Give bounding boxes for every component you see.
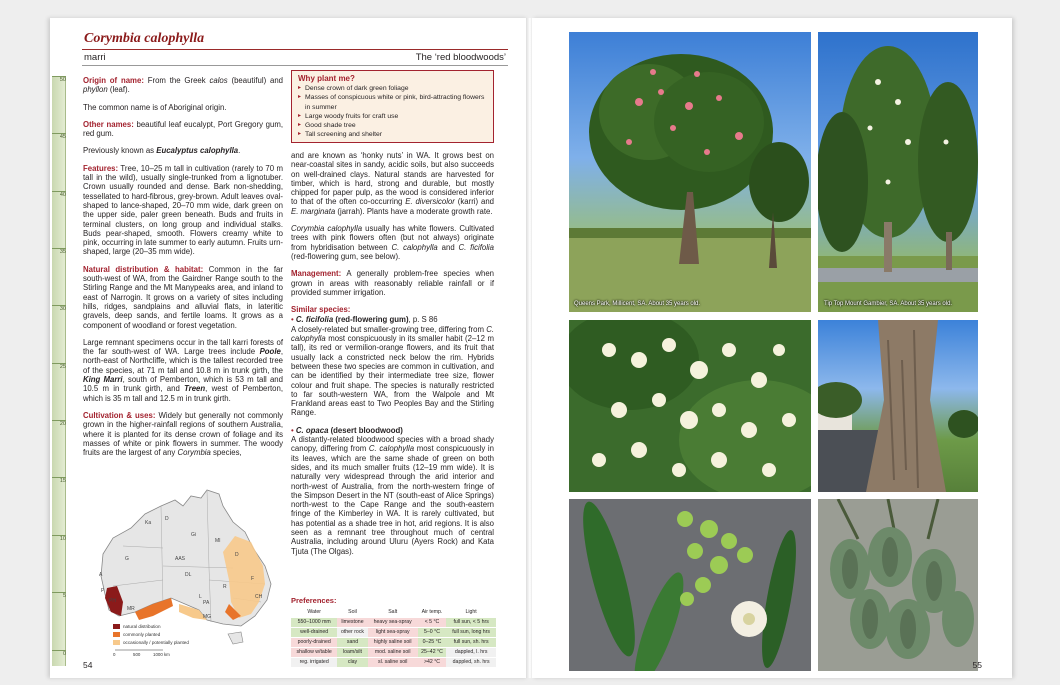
region-label: D: [235, 552, 239, 558]
page-number-right: 55: [972, 660, 982, 670]
region-label: AAS: [175, 556, 186, 562]
ruler-tick: 25: [52, 363, 66, 370]
scale-label: 500: [133, 652, 141, 656]
region-label: R: [223, 584, 227, 590]
region-label: PA: [203, 600, 210, 606]
pref-cell: limestone: [337, 617, 367, 627]
cultivation-heading: Cultivation & uses:: [83, 410, 156, 420]
text: and are known as ‘honky nuts’ in WA. It grows best on near-coastal sites in sandy, acidic soils, but also succeeds on well-drained clays. Natural stands are harvested for timber, which is hard, strong and durable, but mostly chipped for paper pulp, as the wood is considered inferior to that of the often co-occurring: [291, 151, 494, 207]
pref-cell: full sun, < 5 hrs: [446, 617, 496, 627]
management-paragraph: [291, 269, 494, 297]
pref-cell: 25–42 °C: [418, 647, 447, 657]
region-label: L: [199, 594, 202, 600]
why-plant-me-box: [291, 70, 494, 143]
honky-nuts-paragraph: [291, 151, 494, 216]
text: (jarrah). Plants have a moderate growth rate.: [335, 206, 493, 216]
text: (karri) and: [454, 197, 494, 207]
similar-heading-paragraph: [291, 305, 494, 314]
legend-label: commonly planted: [123, 632, 161, 637]
similar-1-text: [291, 325, 494, 418]
other-names-heading: Other names:: [83, 119, 134, 129]
legend-label: occasionally / potentially planted: [123, 640, 189, 645]
cultivation-paragraph: [83, 411, 283, 457]
pref-header: Soil: [337, 607, 367, 617]
text: calos: [209, 76, 228, 85]
preferences-title: Preferences:: [291, 596, 337, 605]
ruler-tick: 35: [52, 248, 66, 255]
pref-cell: sand: [337, 637, 367, 647]
region-label: D: [165, 516, 169, 522]
photo-caption-2: Tip Top Mount Gambier, SA. About 35 years old.: [824, 301, 953, 307]
other-names-paragraph: [83, 120, 283, 139]
ruler-tick: 0: [52, 650, 66, 657]
legend-swatch-natural: [113, 624, 120, 629]
pref-cell: light sea-spray: [368, 627, 418, 637]
previous-name-paragraph: [83, 146, 283, 155]
text: beautiful leaf eucalypt, Port Gregory gum, red gum.: [83, 119, 283, 139]
text: most conspicuously in its smaller habit (2–12 m tall), its red or vermilion-orange flowers, and its fruit that usually lack a constricted neck below the rim. Hybrids between these two species are common in cultivation, and can be identified by their intermediate tree size, flower colour and fruit shape. The species is naturally restricted to far south-western WA, from the Walpole and Mt Frankland areas east to Two Peoples Bay and the Stirling Range.: [291, 334, 494, 418]
flower-colour-paragraph: [291, 224, 494, 261]
text: , south of Pemberton, which is 53 m tall and 10.5 m in trunk girth, and: [83, 375, 283, 394]
text: (desert bloodwood): [328, 425, 403, 435]
pref-cell: other rock: [337, 627, 367, 637]
trunk-illustration: [818, 320, 978, 492]
pref-cell: highly saline soil: [368, 637, 418, 647]
species-group: The ‘red bloodwoods’: [415, 52, 506, 63]
aboriginal-paragraph: The common name is of Aboriginal origin.: [83, 102, 227, 112]
features-paragraph: [83, 164, 283, 257]
legend-label: natural distribution: [123, 624, 161, 629]
photo-green-fruits: [569, 499, 811, 671]
region-label: DL: [185, 572, 192, 578]
fruits-illustration: [569, 499, 811, 671]
why-item: ▸ Good shade tree: [298, 121, 487, 130]
pref-header: Air temp.: [418, 607, 447, 617]
pref-header: Salt: [368, 607, 418, 617]
preferences-table: [291, 596, 496, 668]
page-number-left: 54: [83, 660, 93, 670]
text: phyllon: [83, 85, 108, 95]
text: usually has white flowers. Cultivated trees with pink flowers often (but not always) originate from hybridisation between: [291, 224, 494, 252]
text: Widely but generally not commonly grown in the higher-rainfall regions of southern Australia, where it is planted for its dense crown of foliage and its masses of white or pink flowers in summer. The woody fruits are the largest of any: [83, 410, 283, 458]
left-page: [50, 18, 528, 678]
pref-cell: 550–1000 mm: [291, 617, 337, 627]
preferences-row: [291, 617, 496, 627]
text: (leaf).: [107, 85, 130, 95]
trees-illustration: [818, 32, 978, 312]
why-item: ▸ Large woody fruits for craft use: [298, 112, 487, 121]
text: C. ficifolia: [295, 315, 334, 325]
text: E. diversicolor: [405, 197, 455, 207]
preferences-row: [291, 637, 496, 647]
pref-header: Light: [446, 607, 496, 617]
common-name: marri: [84, 52, 106, 63]
region-label: CH: [255, 594, 263, 600]
ruler-tick: 10: [52, 535, 66, 542]
region-label: F: [251, 576, 255, 582]
ruler-tick: 50: [52, 76, 66, 83]
pref-cell: reg. irrigated: [291, 657, 337, 667]
text: species,: [210, 448, 242, 458]
text: , p. S 86: [408, 315, 438, 325]
similar-2-title: • C. opaca (desert bloodwood): [291, 425, 403, 435]
scale-label: 0: [113, 652, 116, 656]
origin-paragraph: [83, 76, 283, 95]
text: Poole: [259, 347, 281, 357]
pref-cell: dappled, l. hrs: [446, 647, 496, 657]
pref-cell: 0–25 °C: [418, 637, 447, 647]
text: and: [437, 242, 459, 252]
origin-heading: Origin of name:: [83, 76, 144, 85]
pref-cell: shallow w/table: [291, 647, 337, 657]
tree-illustration: [569, 32, 811, 312]
remnant-paragraph: [83, 338, 283, 403]
flowers-illustration: [569, 320, 811, 492]
region-label: A: [99, 572, 103, 578]
text: most conspicuously in its leaves, which are the same shade of green on both sides, and its much smaller fruits (12–19 mm wide). It is naturally very widespread through the arid interior and north-west of Australia, from the north-western fringe of the Simpson Desert in the NT (south-east of Alice Springs) north-west to the Cape Range and the south-eastern fringe of the Kimberley in WA. It is rarely cultivated, but has potential as a shade tree in hot, arid regions. It is also seen as a remnant tree throughout much of central Australia, including around Uluru (Ayers Rock) and Kata Tjuta (The Olgas).: [291, 444, 494, 556]
preferences-row: [291, 647, 496, 657]
text: Common in the far south-west of WA, from the Gairdner Range south to the Stirling Range and the Mt Manypeaks area, and inland to east of Narrogin. It grows on a variety of sites including hills, ridges, sandplains and alluvial flats, in lateritic gravels, deep sands, and fertile loams. It grows as a component of woodland or forest vegetation.: [83, 264, 283, 330]
photo-caption-1: Queens Park, Millicent, SA. About 35 years old.: [574, 301, 701, 307]
ruler-tick: 20: [52, 420, 66, 427]
pref-cell: >42 °C: [418, 657, 447, 667]
pref-cell: sl. saline soil: [368, 657, 418, 667]
ruler-tick: 40: [52, 191, 66, 198]
text: (red-flowering gum): [333, 315, 409, 325]
text: A closely-related but smaller-growing tree, differing from: [291, 324, 487, 334]
preferences-row: [291, 657, 496, 667]
title-rule: [82, 49, 508, 50]
text: , north-east of Northcliffe, which is the tallest recorded tree of the species, at 71 m tall and 10.8 m in trunk girth, the: [83, 347, 283, 375]
text: From the Greek: [143, 76, 210, 85]
text: Corymbia calophylla: [291, 224, 363, 234]
height-ruler: [52, 76, 66, 666]
tasmania-shape: [228, 632, 243, 644]
pref-cell: loam/silt: [337, 647, 367, 657]
text: Treen: [184, 384, 206, 394]
text: A generally problem-free species when grown in areas with reasonably reliable rainfall or if provided summer irrigation.: [291, 269, 494, 297]
why-item: ▸ Masses of conspicuous white or pink, bird-attracting flowers in summer: [298, 93, 487, 111]
features-heading: Features:: [83, 163, 119, 173]
species-title: Corymbia calophylla: [84, 31, 205, 46]
pref-cell: well-drained: [291, 627, 337, 637]
region-label: MR: [127, 606, 135, 612]
text: King Marri: [83, 375, 123, 385]
photo-woody-fruits: [818, 499, 978, 671]
pref-cell: < 5 °C: [418, 617, 447, 627]
subtitle-rule: [82, 65, 508, 66]
preferences-header-row: [291, 607, 496, 617]
text: .: [238, 146, 241, 156]
distribution-heading: Natural distribution & habitat:: [83, 264, 204, 274]
woody-fruits-illustration: [818, 499, 978, 671]
pref-cell: 5–0 °C: [418, 627, 447, 637]
text: (beautiful) and: [227, 76, 283, 85]
region-label: P: [101, 588, 105, 594]
pref-cell: heavy sea-spray: [368, 617, 418, 627]
why-title: Why plant me?: [298, 74, 355, 83]
australia-map: [83, 476, 283, 656]
similar-2-text: [291, 435, 494, 556]
region-label: G: [125, 556, 129, 562]
text: C. calophylla: [368, 444, 415, 454]
pref-cell: clay: [337, 657, 367, 667]
legend-swatch-common: [113, 632, 120, 637]
pref-header: Water: [291, 607, 337, 617]
region-label: PH: [109, 598, 116, 604]
text: Previously known as: [83, 146, 157, 156]
distribution-map: [83, 476, 283, 656]
pref-cell: full sun, sh. hrs: [446, 637, 496, 647]
text: C. calophylla: [391, 242, 438, 252]
similar-heading: Similar species:: [291, 305, 351, 315]
region-label: MG: [203, 614, 212, 620]
pref-cell: poorly-drained: [291, 637, 337, 647]
text-column-1: [83, 76, 283, 465]
text: Large remnant specimens occur in the tall karri forests of the far south-west of WA. Large trees include: [83, 337, 283, 357]
distribution-paragraph: [83, 265, 283, 330]
text: (red-flowering gum, see below).: [291, 251, 401, 261]
text: Tree, 10–25 m tall in cultivation (rarely to 70 m tall in the wild), usually single-trunked from a lignotuber. Crown usually rounded and dense. Bark non-shedding, tessellated to hard-fibrous, grey-brown. Adult leaves oval-shaped to lance-shaped, 20–70 mm wide, dark green on the upper side, paler green beneath. Buds and fruits in terminal clusters, on long group and individual stalks. Buds pear-shaped, smooth. Flowers creamy white to pink, occurring in late summer to early autumn. Fruits urn-shaped, large (20–35 mm wide).: [83, 163, 283, 257]
pref-cell: mod. saline soil: [368, 647, 418, 657]
text: C. ficifolia: [458, 242, 495, 252]
text: Eucalyptus calophylla: [156, 146, 239, 156]
ruler-tick: 45: [52, 133, 66, 140]
photo-trunk: [818, 320, 978, 492]
ruler-tick: 5: [52, 592, 66, 599]
preferences-row: [291, 627, 496, 637]
text-column-2: [291, 151, 494, 564]
why-item: ▸ Tall screening and shelter: [298, 130, 487, 139]
text: C. calophylla: [291, 324, 494, 344]
pref-cell: full sun, long hrs: [446, 627, 496, 637]
region-label: MI: [215, 538, 221, 544]
region-label: Ka: [145, 520, 152, 526]
photo-tree-park: [569, 32, 811, 312]
why-list: [298, 84, 487, 139]
photo-flower-clusters: [569, 320, 811, 492]
pref-cell: dappled, sh. hrs: [446, 657, 496, 667]
text: E. marginata: [291, 206, 336, 216]
ruler-tick: 30: [52, 305, 66, 312]
photo-tall-trees: [818, 32, 978, 312]
legend-swatch-occasional: [113, 640, 120, 645]
text: A distantly-related bloodwood species with a broad shady canopy, differing from: [291, 435, 494, 454]
text: Corymbia: [177, 448, 211, 458]
text: , west of Pemberton, which is 35 m tall and 12.5 m in trunk girth.: [83, 384, 283, 403]
right-page: [532, 18, 1012, 678]
similar-1-title: • C. ficifolia (red-flowering gum), p. S 86: [291, 315, 438, 325]
management-heading: Management:: [291, 269, 342, 279]
scale-label: 1000 km: [153, 652, 170, 656]
region-label: Gi: [191, 532, 196, 538]
ruler-tick: 15: [52, 477, 66, 484]
why-item: ▸ Dense crown of dark green foliage: [298, 84, 487, 93]
text: C. opaca: [295, 425, 329, 435]
